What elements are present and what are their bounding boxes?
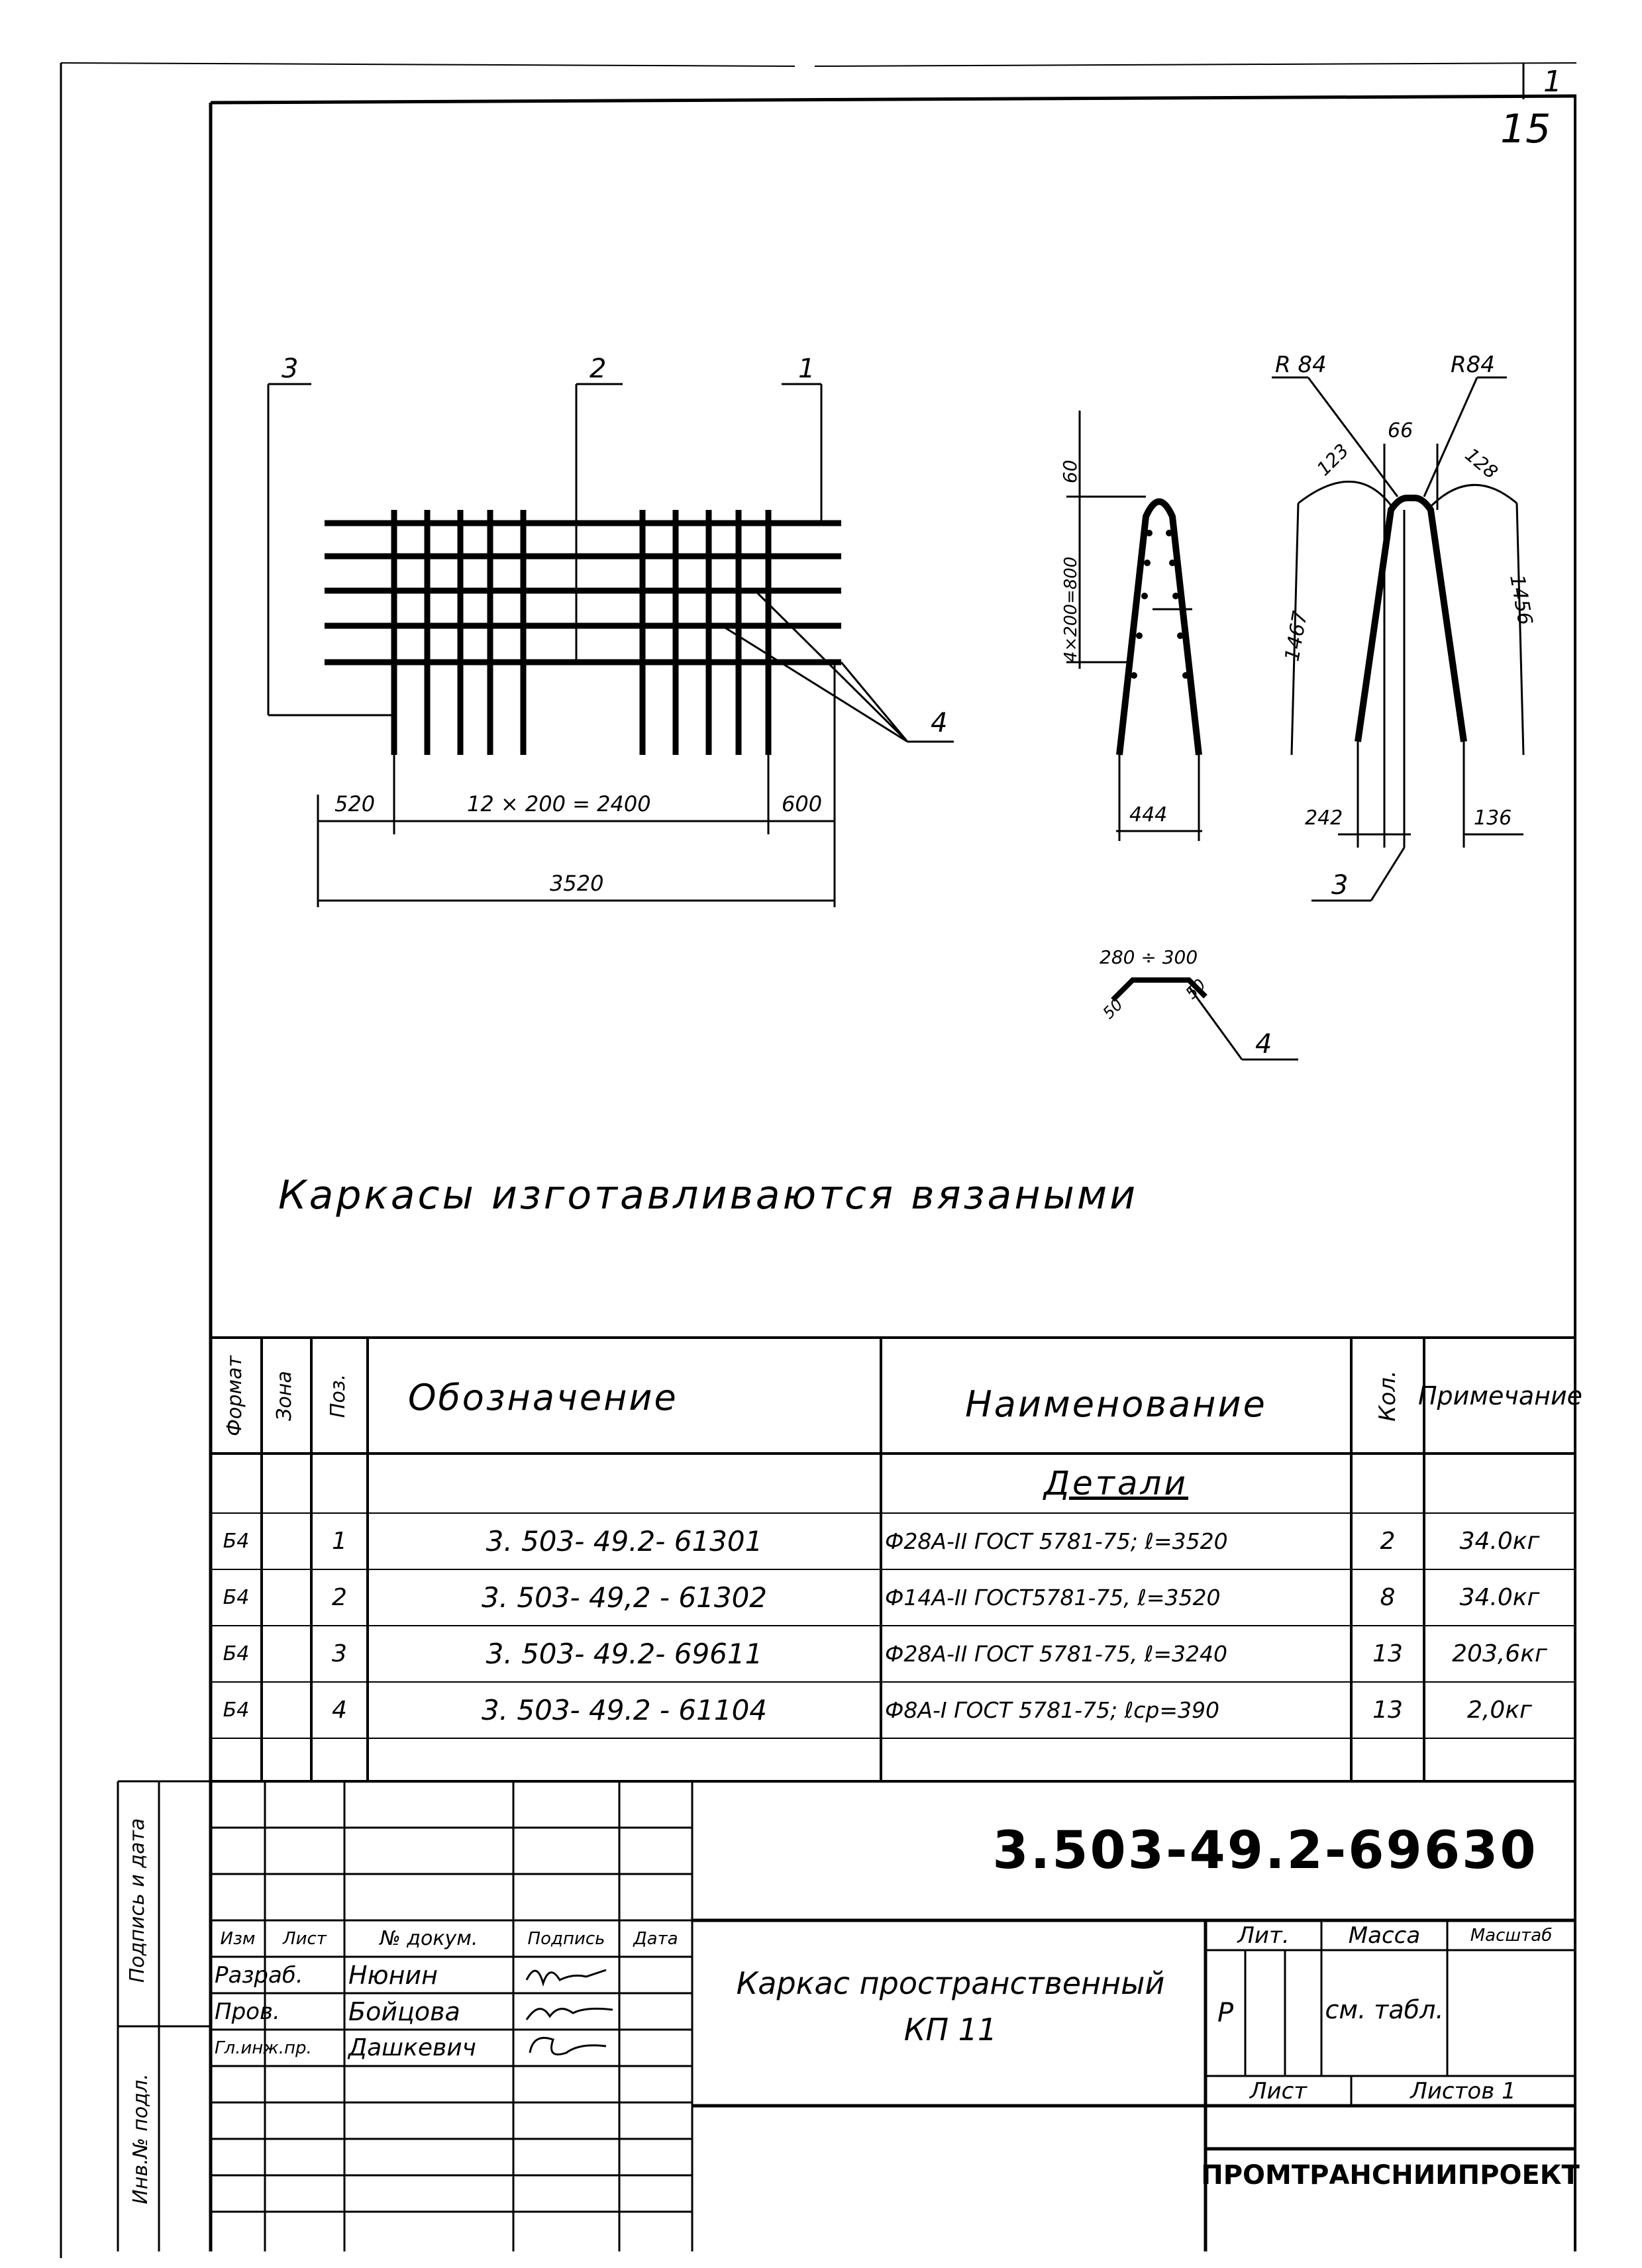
role-chief-engineer: Гл.инж.пр. bbox=[215, 2038, 312, 2058]
th-name: Наименование bbox=[965, 1383, 1267, 1425]
dim-3520: 3520 bbox=[550, 871, 604, 896]
bent-callout-3: 3 bbox=[1331, 870, 1349, 901]
th-zone: Зона bbox=[273, 1371, 296, 1421]
tb-header-list: Лист bbox=[283, 1928, 327, 1949]
mass-label: Масса bbox=[1348, 1922, 1421, 1949]
row4-pos: 4 bbox=[332, 1697, 347, 1724]
corner-number: 1 bbox=[1543, 65, 1562, 99]
row2-note: 34.0кг bbox=[1459, 1584, 1540, 1611]
row1-qty: 2 bbox=[1380, 1528, 1396, 1555]
sheets-label: Листов 1 bbox=[1410, 2077, 1516, 2104]
lit-value: Р bbox=[1217, 1998, 1234, 2028]
frame-callout-4: 4 bbox=[931, 708, 948, 738]
dim-128: 128 bbox=[1461, 444, 1502, 483]
row3-format: Б4 bbox=[223, 1642, 250, 1665]
name-developer: Нюнин bbox=[348, 1960, 438, 1990]
dim-4x200: 4×200=800 bbox=[1061, 556, 1081, 662]
hook-callout-4: 4 bbox=[1255, 1029, 1272, 1060]
frame-callout-1: 1 bbox=[798, 354, 815, 384]
name-chief-engineer: Дашкевич bbox=[348, 2034, 476, 2061]
section-details: Детали bbox=[1043, 1464, 1189, 1503]
row1-note: 34.0кг bbox=[1459, 1528, 1540, 1555]
row4-format: Б4 bbox=[223, 1699, 250, 1722]
th-format: Формат bbox=[223, 1356, 246, 1436]
dim-60: 60 bbox=[1059, 460, 1081, 483]
dim-1467: 1467 bbox=[1280, 609, 1313, 664]
row3-pos: 3 bbox=[332, 1640, 347, 1667]
hook-dim-left: 50 bbox=[1099, 995, 1127, 1023]
side-label-inv-number: Инв.№ подл. bbox=[129, 2073, 152, 2204]
row2-name: Ф14А-II ГОСТ5781-75, ℓ=3520 bbox=[885, 1585, 1221, 1610]
radius-right: R84 bbox=[1451, 352, 1495, 378]
role-developer: Разраб. bbox=[215, 1961, 303, 1989]
page-number: 15 bbox=[1500, 106, 1551, 152]
tb-header-date: Дата bbox=[633, 1928, 678, 1949]
frame-callout-2: 2 bbox=[590, 354, 607, 384]
row2-format: Б4 bbox=[223, 1586, 250, 1609]
dim-444: 444 bbox=[1129, 803, 1168, 826]
th-designation: Обозначение bbox=[408, 1376, 678, 1418]
role-checker: Пров. bbox=[215, 1998, 280, 2025]
row3-note: 203,6кг bbox=[1452, 1640, 1547, 1667]
row4-note: 2,0кг bbox=[1467, 1697, 1532, 1724]
row4-name: Ф8А-I ГОСТ 5781-75; ℓср=390 bbox=[885, 1697, 1220, 1723]
manufacturing-note: Каркасы изготавливаются вязаными bbox=[278, 1172, 1139, 1218]
radius-left: R 84 bbox=[1275, 352, 1327, 378]
row1-designation: 3. 503- 49.2- 61301 bbox=[486, 1525, 763, 1557]
dim-123: 123 bbox=[1312, 439, 1353, 480]
row3-qty: 13 bbox=[1372, 1640, 1403, 1667]
th-pos: Поз. bbox=[327, 1373, 350, 1418]
dim-66: 66 bbox=[1388, 419, 1413, 442]
side-label-sign-date: Подпись и дата bbox=[126, 1818, 149, 1983]
tb-header-sign: Подпись bbox=[527, 1928, 605, 1949]
dim-600: 600 bbox=[782, 791, 823, 816]
hook-dim-right: 50 bbox=[1182, 975, 1209, 1003]
doc-number: 3.503-49.2-69630 bbox=[992, 1821, 1538, 1881]
row4-designation: 3. 503- 49.2 - 61104 bbox=[481, 1694, 768, 1726]
lit-label: Лит. bbox=[1237, 1922, 1290, 1949]
name-checker: Бойцова bbox=[348, 1997, 460, 2026]
row1-name: Ф28А-II ГОСТ 5781-75; ℓ=3520 bbox=[885, 1528, 1228, 1554]
signatures bbox=[520, 1953, 626, 2073]
dim-242: 242 bbox=[1305, 807, 1343, 830]
title-line-2: КП 11 bbox=[903, 2012, 998, 2047]
organization: ПРОМТРАНСНИИПРОЕКТ bbox=[1201, 2160, 1580, 2191]
tb-header-izm: Изм bbox=[220, 1928, 256, 1949]
row2-designation: 3. 503- 49,2 - 61302 bbox=[481, 1581, 768, 1614]
dim-520: 520 bbox=[334, 791, 376, 816]
dim-136: 136 bbox=[1474, 807, 1512, 830]
dim-12x200: 12 × 200 = 2400 bbox=[467, 791, 651, 816]
th-note: Примечание bbox=[1417, 1381, 1583, 1410]
title-line-1: Каркас пространственный bbox=[736, 1965, 1165, 2001]
sheet-label: Лист bbox=[1249, 2077, 1308, 2104]
frame-callout-3: 3 bbox=[282, 354, 299, 384]
th-qty: Кол. bbox=[1374, 1370, 1401, 1422]
tb-header-doc: № докум. bbox=[380, 1927, 478, 1950]
dim-1456: 1456 bbox=[1505, 573, 1537, 627]
row4-qty: 13 bbox=[1372, 1697, 1403, 1724]
row3-designation: 3. 503- 49.2- 69611 bbox=[486, 1638, 763, 1670]
row1-pos: 1 bbox=[332, 1528, 347, 1555]
row2-pos: 2 bbox=[332, 1584, 347, 1611]
row2-qty: 8 bbox=[1380, 1584, 1396, 1611]
scale-label: Масштаб bbox=[1470, 1925, 1553, 1946]
hook-dim-length: 280 ÷ 300 bbox=[1100, 946, 1198, 968]
row1-format: Б4 bbox=[223, 1530, 250, 1553]
mass-value: см. табл. bbox=[1325, 1995, 1444, 2024]
row3-name: Ф28А-II ГОСТ 5781-75, ℓ=3240 bbox=[885, 1641, 1228, 1667]
